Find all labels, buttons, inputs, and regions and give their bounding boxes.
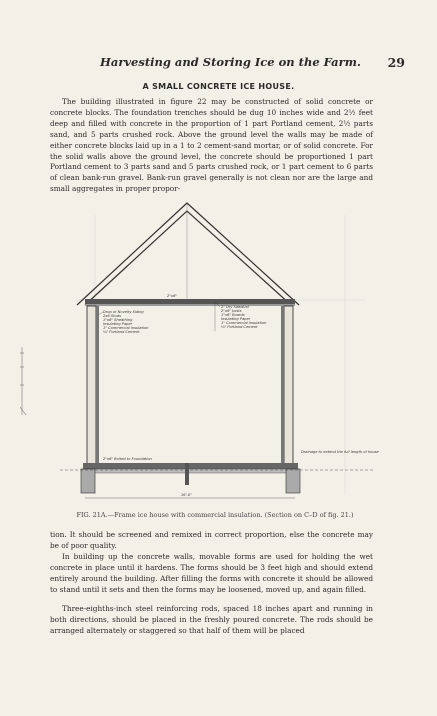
- left-foundation: [81, 469, 95, 493]
- plate-label: 2"x6": [167, 294, 178, 298]
- paragraph-4: Three-eighths-inch steel reinforcing rods, spaced 18 inches apart and running in both directions, should be placed in the freshly poured concrete. The rods should be arranged alternately or staggered so that half of them will be placed: [50, 604, 373, 635]
- right-wall: [284, 306, 293, 466]
- floor-drain: [185, 463, 189, 485]
- figure-caption: FIG. 21A.—Frame ice house with commercial insulation. (Section on C–D of fig. 21.): [76, 511, 354, 519]
- label-sheathing: 1"x6" Sheathing: [103, 318, 133, 322]
- paragraph-1: The building illustrated in figure 22 may be constructed of solid concrete or concrete blocks. The foundation trenches should be dug 10 inches wide and 2½ feet deep and filled with concrete in the proportion of 1 part Portland cement, 2½ parts sand, and 5 parts crushed rock. Above the ground level the walls may be made of either concrete blocks laid up in a 1 to 2 cement-sand mortar, or of solid concrete. For the solid walls above the ground level, the concrete should be proportioned 1 part Portland cement to 3 parts sand and 5 parts crushed rock, or 1 part cement to 6 parts of clean bank-run gravel. Bank-run gravel generally is not clean nor are the large and small aggregates in proper propor-: [50, 97, 373, 194]
- right-wall-insulation: [281, 306, 284, 466]
- drain-label: Drainage to extend the full length of house: [301, 450, 379, 454]
- label-commercial-insulation-left: 1" Commercial Insulation: [103, 326, 149, 330]
- right-label-block: [215, 302, 267, 331]
- floor-base: [83, 469, 298, 473]
- label-studs: 2x6 Studs: [103, 314, 121, 318]
- ceiling-plate: [85, 299, 295, 304]
- label-insulating-paper-right: Insulating Paper: [221, 317, 251, 321]
- label-joists: 2"x6" Joists: [221, 309, 242, 313]
- left-label-block: [98, 310, 149, 334]
- label-portland-cement-left: ¾" Portland Cement: [103, 330, 140, 334]
- label-insulating-paper-left: Insulating Paper: [103, 322, 133, 326]
- margin-pencil-marks: [18, 345, 32, 425]
- label-commercial-insulation-right: 1" Commercial Insulation: [221, 321, 267, 325]
- left-wall-insulation: [96, 306, 99, 466]
- page-header: [40, 55, 405, 71]
- right-foundation: [286, 469, 300, 493]
- paragraph-3: In building up the concrete walls, movable forms are used for holding the wet concrete in place until it hardens. The forms should be 3 feet high and should extend entirely around the building. After filling the forms with concrete it should be allowed to stand until it sets and then the forms may be loosened, moved up, and again filled.: [50, 552, 373, 594]
- floor-slab: [83, 463, 298, 469]
- roof-outline: [77, 203, 299, 305]
- left-wall: [87, 306, 96, 466]
- running-title: Harvesting and Storing Ice on the Farm.: [100, 55, 361, 69]
- label-portland-cement-right: ¾" Portland Cement: [221, 325, 258, 329]
- sill-label: 2"x6" Bolted to Foundation: [103, 457, 152, 461]
- page-number: 29: [387, 55, 405, 70]
- ceiling-joist: [85, 304, 295, 306]
- ice-house-drawing: [55, 195, 385, 505]
- label-drop-siding: Drop or Novelty Siding: [103, 310, 144, 314]
- paragraph-2: tion. It should be screened and remixed in correct proportion, else the concrete may be of poor quality.: [50, 530, 373, 550]
- ice-house-section-figure: [55, 195, 385, 505]
- width-dimension-label: 16'-0": [181, 493, 192, 497]
- label-dry-sawdust: 2" Dry Sawdust: [221, 305, 249, 309]
- label-boards: 1"x6" Boards: [221, 313, 245, 317]
- section-title: A SMALL CONCRETE ICE HOUSE.: [142, 82, 295, 91]
